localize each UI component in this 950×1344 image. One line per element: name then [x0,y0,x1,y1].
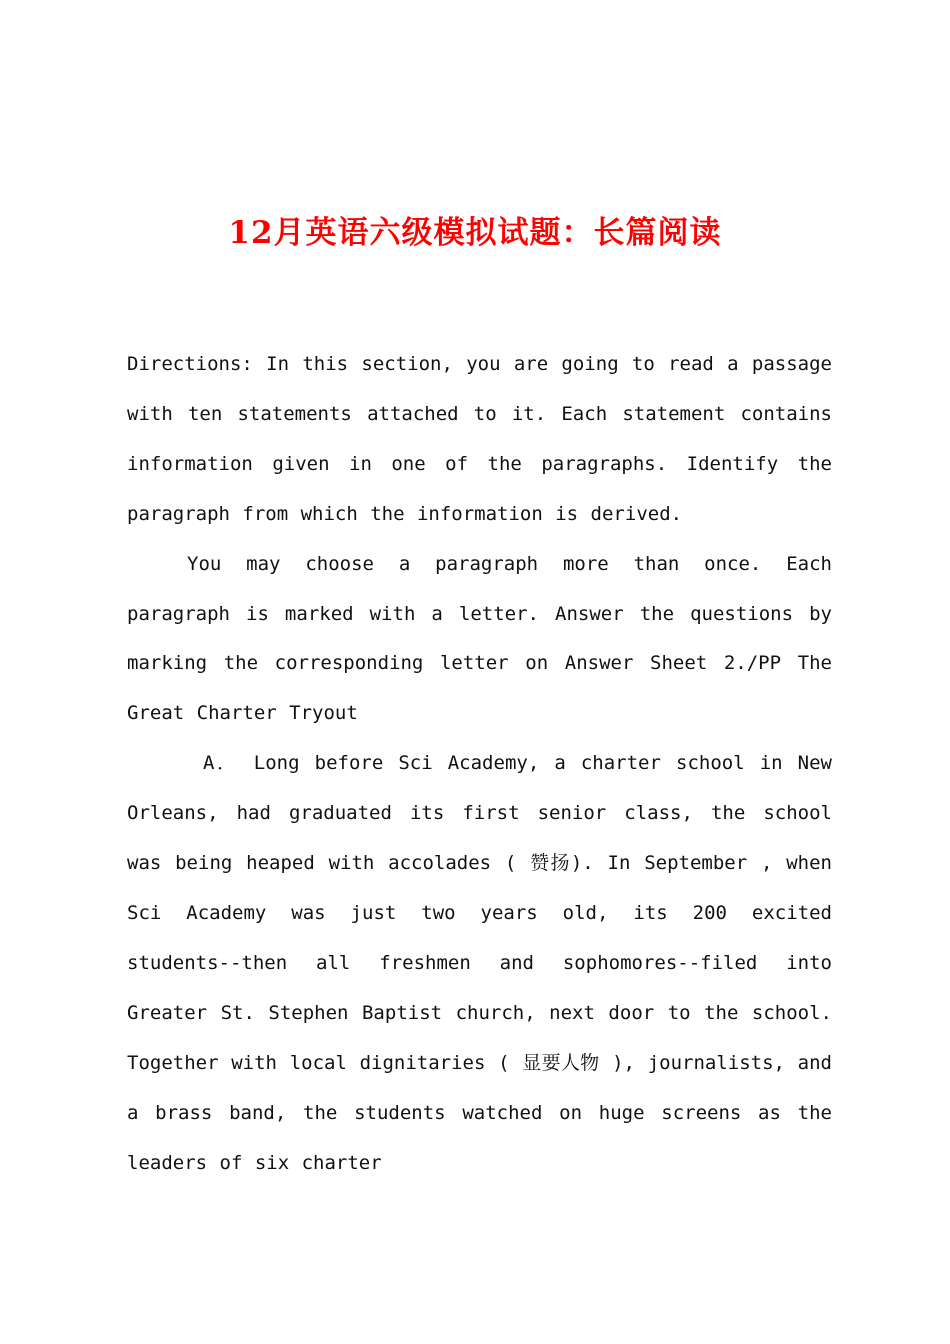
passage-paragraph-a: A． Long before Sci Academy, a charter school in New Orleans, had graduated its first senior class, the school was being heaped with accolades ( 赞扬). In September , when Sci Academy was just two years old, its 200 excited students--then all freshmen and sophomores--filed into Greater St. Stephen Baptist church, next door to the school. Together with local dignitaries ( 显要人物 ), journalists, and a brass band, the students watched on huge screens as the leaders of six charter [127,752,832,1174]
instructions-paragraph: You may choose a paragraph more than once. Each paragraph is marked with a letter. Answer the questions by marking the corresponding letter on Answer Sheet 2./PP The Great Charter Tryout [127,552,832,725]
document-title: 12月英语六级模拟试题：长篇阅读 [228,215,722,251]
directions-paragraph: Directions: In this section, you are going to read a passage with ten statements attached to it. Each statement contains information given in one of the paragraphs. Identify the paragraph from which the information is derived. [127,353,832,525]
document-body [127,340,832,1188]
